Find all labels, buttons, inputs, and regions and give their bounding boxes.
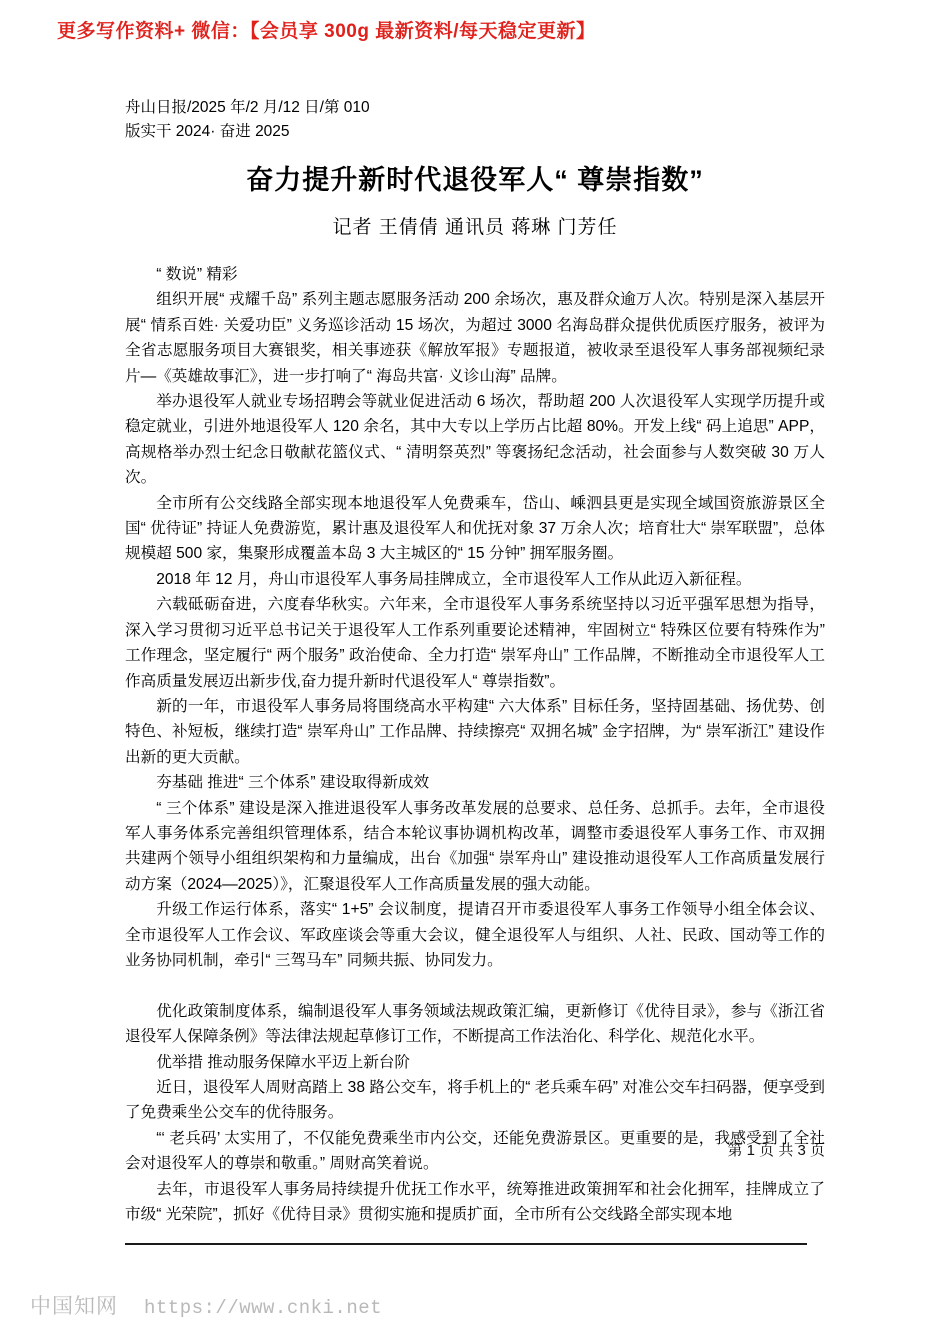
article-paragraph: 去年，市退役军人事务局持续提升优抚工作水平，统筹推进政策拥军和社会化拥军，挂牌成立了市级“ 光荣院”，抓好《优待目录》贯彻实施和提质扩面，全市所有公交线路全部实现本地 (125, 1180, 825, 1224)
article-byline: 记者 王倩倩 通讯员 蒋琳 门芳任 (332, 217, 618, 238)
page-title: 奋力提升新时代退役军人“ 尊崇指数” (246, 165, 704, 195)
article-paragraph: 夯基础 推进“ 三个体系” 建设取得新成效 (156, 774, 430, 792)
article-paragraph: 举办退役军人就业专场招聘会等就业促进活动 6 场次，帮助超 200 人次退役军人实现学历提升或稳定就业，引进外地退役军人 120 余名，其中大专以上学历占比超 80%。开发上线“ 码上追思” APP，高规格举办烈士纪念日敬献花篮仪式、“ 清明祭英烈” 等褒扬纪念活动，社会面参与人数突破 30 万人次。 (125, 393, 825, 487)
article-paragraph: “ 三个体系” 建设是深入推进退役军人事务改革发展的总要求、总任务、总抓手。去年，全市退役军人事务体系完善组织管理体系，结合本轮议事协调机构改革，调整市委退役军人事务工作、市双拥共建两个领导小组组织架构和力量编成，出台《加强“ 崇军舟山” 建设推动退役军人工作高质量发展行动方案（2024—2025）》，汇聚退役军人工作高质量发展的强大动能。 (125, 799, 825, 893)
article-paragraph: “‘ 老兵码’ 太实用了，不仅能免费乘坐市内公交，还能免费游景区。更重要的是，我感受到了全社会对退役军人的尊崇和敬重。” 周财高笑着说。 (125, 1129, 825, 1173)
paragraph-spacer (125, 973, 825, 998)
page-number: 第 1 页 共 3 页 (727, 1142, 825, 1159)
article-paragraph: 新的一年，市退役军人事务局将围绕高水平构建“ 六大体系” 目标任务，坚持固基础、扬优势、创特色、补短板，继续打造“ 崇军舟山” 工作品牌、持续擦亮“ 双拥名城” 金字招牌，为“ 崇军浙江” 建设作出新的更大贡献。 (125, 697, 825, 766)
cnki-url-label: https://www.cnki.net (144, 1297, 383, 1319)
footer-divider (125, 1243, 807, 1245)
article-paragraph: “ 数说” 精彩 (156, 266, 238, 283)
promo-banner: 更多写作资料+ 微信：【会员享 300g 最新资料/每天稳定更新】 (57, 21, 596, 42)
article-paragraph: 六载砥砺奋进，六度春华秋实。六年来，全市退役军人事务系统坚持以习近平强军思想为指导，深入学习贯彻习近平总书记关于退役军人工作系列重要论述精神，牢固树立“ 特殊区位要有特殊作为” 工作理念，坚定履行“ 两个服务” 政治使命、全力打造“ 崇军舟山” 工作品牌，不断推动全市退役军人工作高质量发展迈出新步伐,奋力提升新时代退役军人“ 尊崇指数”。 (125, 596, 825, 690)
article-paragraph: 近日，退役军人周财高踏上 38 路公交车，将手机上的“ 老兵乘车码” 对准公交车扫码器，便享受到了免费乘坐公交车的优待服务。 (125, 1078, 825, 1122)
article-paragraph: 2018 年 12 月，舟山市退役军人事务局挂牌成立，全市退役军人工作从此迈入新征程。 (156, 570, 752, 588)
masthead (125, 96, 825, 144)
article-paragraph: 优化政策制度体系，编制退役军人事务领域法规政策汇编，更新修订《优待目录》，参与《浙江省退役军人保障条例》等法律法规起草修订工作，不断提高工作法治化、科学化、规范化水平。 (125, 1002, 825, 1046)
cnki-watermark (30, 1290, 382, 1320)
article-paragraph: 升级工作运行体系，落实“ 1+5” 会议制度，提请召开市委退役军人事务工作领导小组全体会议、全市退役军人工作会议、军政座谈会等重大会议，健全退役军人与组织、人社、民政、国动等工作的业务协同机制，牵引“ 三驾马车” 同频共振、协同发力。 (125, 901, 825, 969)
article-paragraph: 全市所有公交线路全部实现本地退役军人免费乘车，岱山、嵊泗县更是实现全域国资旅游景区全国“ 优待证” 持证人免费游览，累计惠及退役军人和优抚对象 37 万余人次；培育壮大“ 崇军联盟”，总体规模超 500 家，集聚形成覆盖本岛 3 大主城区的“ 15 分钟” 拥军服务圈。 (125, 494, 825, 563)
article-body (125, 262, 825, 1227)
masthead-line-2: 版实干 2024· 奋进 2025 (125, 123, 290, 140)
masthead-line-1: 舟山日报/2025 年/2 月/12 日/第 010 (125, 99, 370, 116)
cnki-name-label: 中国知网 (30, 1294, 118, 1318)
article-paragraph: 组织开展“ 戎耀千岛” 系列主题志愿服务活动 200 余场次，惠及群众逾万人次。特别是深入基层开展“ 情系百姓· 关爱功臣” 义务巡诊活动 15 场次，为超过 3000 名海岛群众提供优质医疗服务，被评为全省志愿服务项目大赛银奖，相关事迹获《解放军报》专题报道，被收录至退役军人事务部视频纪录片—《英雄故事汇》，进一步打响了“ 海岛共富· 义诊山海” 品牌。 (125, 291, 825, 385)
article-paragraph: 优举措 推动服务保障水平迈上新台阶 (156, 1053, 411, 1071)
